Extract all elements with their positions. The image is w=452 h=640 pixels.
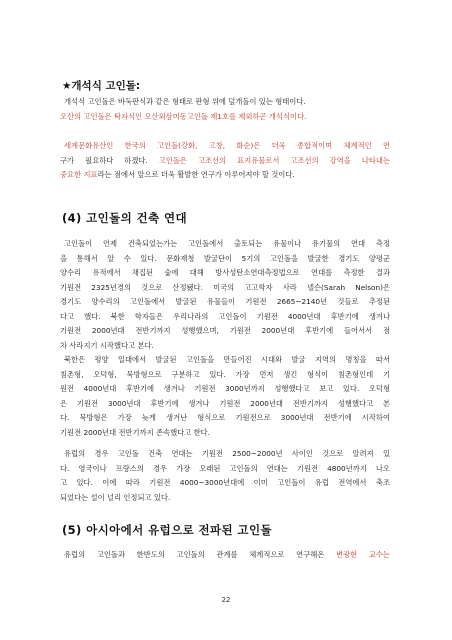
paragraph-world-heritage [60, 139, 390, 183]
text-span: 구가 필요하다 하겠다. [60, 155, 159, 165]
paragraph-dolmen-type [60, 95, 390, 124]
text-line: 기원전 2000년대 전반기까지 성행했으며, 기원전 2000년대 후반기에 들어서서 점 [60, 326, 390, 335]
text-line: 을 통해서 알 수 있다. 문화재청 발굴단이 5기의 고인돌을 발굴한 경기도 양평군 [60, 253, 390, 263]
text-span-highlighted: 중요한 지표 [60, 170, 98, 179]
text-line [60, 168, 390, 183]
text-line: 다고 했다. 북한 학자들은 우리나라의 고인돌이 기원전 4000년대 후반기에 생겨나 [60, 311, 390, 321]
text-span: 라는 점에서 앞으로 더욱 활발한 연구가 이루어져야 할 것이다. [97, 170, 295, 179]
paragraph-construction-date [60, 237, 390, 353]
text-line: 원전 4000년대 후반기에 생겨나 기원전 3000년까지 성행했다고 보고 있다. 오덕형 [60, 384, 390, 393]
text-span-highlighted: 고인돌은 고조선의 표지유물로서 고조선의 강역을 나타내는 [158, 155, 390, 165]
text-line: 기원전 2325년경의 것으로 산정됐다. 미국의 고고학자 사라 넬슨(Sarah Nelson)은 [60, 282, 390, 292]
text-line: 양수리 유적에서 채집된 숯에 대해 방사성탄소연대측정법으로 연대를 측정한 결과 [60, 268, 390, 277]
text-line [60, 154, 390, 169]
paragraph-asia-europe [60, 548, 390, 563]
text-line: 되었다는 설이 널리 인정되고 있다. [60, 492, 171, 502]
text-line: 개석식 고인돌은 바둑판식과 같은 형태로 판형 위에 덮개돌이 있는 형태이다. [64, 97, 306, 106]
section-title-construction-date: (4) 고인돌의 건축 연대 [62, 211, 187, 225]
text-line: 유럽의 경우 고인돌 건축 연대는 기원전 2500~2000년 사이인 것으로 알려져 있 [64, 449, 390, 458]
section-title-dolmen-type: ★개석식 고인돌: [62, 80, 141, 92]
paragraph-europe [60, 447, 390, 505]
text-line: 경기도 양수리의 고인돌에서 발굴된 유물들이 기원전 2665~2140년 것들로 추정된 [60, 297, 390, 306]
page-number: 22 [221, 596, 231, 604]
text-line: 북한은 평양 일대에서 발굴된 고인돌을 만들어진 시대와 발굴 지역의 명칭을 따서 [64, 355, 390, 364]
text-line: 고 있다. 이에 따라 기원전 4000~3000년대에 이미 고인돌이 유럽 전역에서 축조 [60, 478, 390, 487]
text-line: 기원전 2000년대 전반기까지 존속했다고 한다. [60, 427, 210, 437]
text-line: 은 기원전 3000년대 후반기에 생겨나 기원전 2000년대 전반기까지 성행했다고 본 [60, 398, 390, 408]
paragraph-north-korea-types [60, 353, 390, 440]
text-line-highlighted: 오산의 고인돌은 탁자식인 오산외삼미동고인돌 제1호를 제외하곤 개석식이다. [60, 111, 307, 121]
text-span-highlighted: 변광현 교수는 [336, 550, 390, 559]
section-title-asia-to-europe: (5) 아시아에서 유럽으로 전파된 고인돌 [62, 523, 272, 537]
text-line: 침촌형, 오덕형, 묵방형으로 구분하고 있다. 가장 먼저 생긴 형식이 침촌형인데 기 [60, 369, 390, 379]
text-line: 다. 영국이나 프랑스의 경우 가장 오래된 고인돌의 연대는 기원전 4800년까지 나오 [60, 463, 390, 473]
text-line-highlighted: 세계문화유산인 한국의 고인돌(강화, 고창, 화순)은 더욱 종합적이며 체계적인 연 [64, 141, 390, 150]
text-line: 고인돌이 언제 건축되었는가는 고인돌에서 출토되는 유물이나 유기물의 연대 측정 [64, 239, 390, 248]
text-line [60, 548, 390, 563]
text-line: 다. 묵방형은 가장 늦게 생겨난 형식으로 기원전으로 3000년대 전반기에 시작하여 [60, 413, 390, 422]
text-span: 유럽의 고인돌과 한반도의 고인돌의 관계를 체계적으로 연구해온 [64, 550, 337, 559]
text-line: 차 사라지기 시작했다고 본다. [60, 340, 154, 350]
